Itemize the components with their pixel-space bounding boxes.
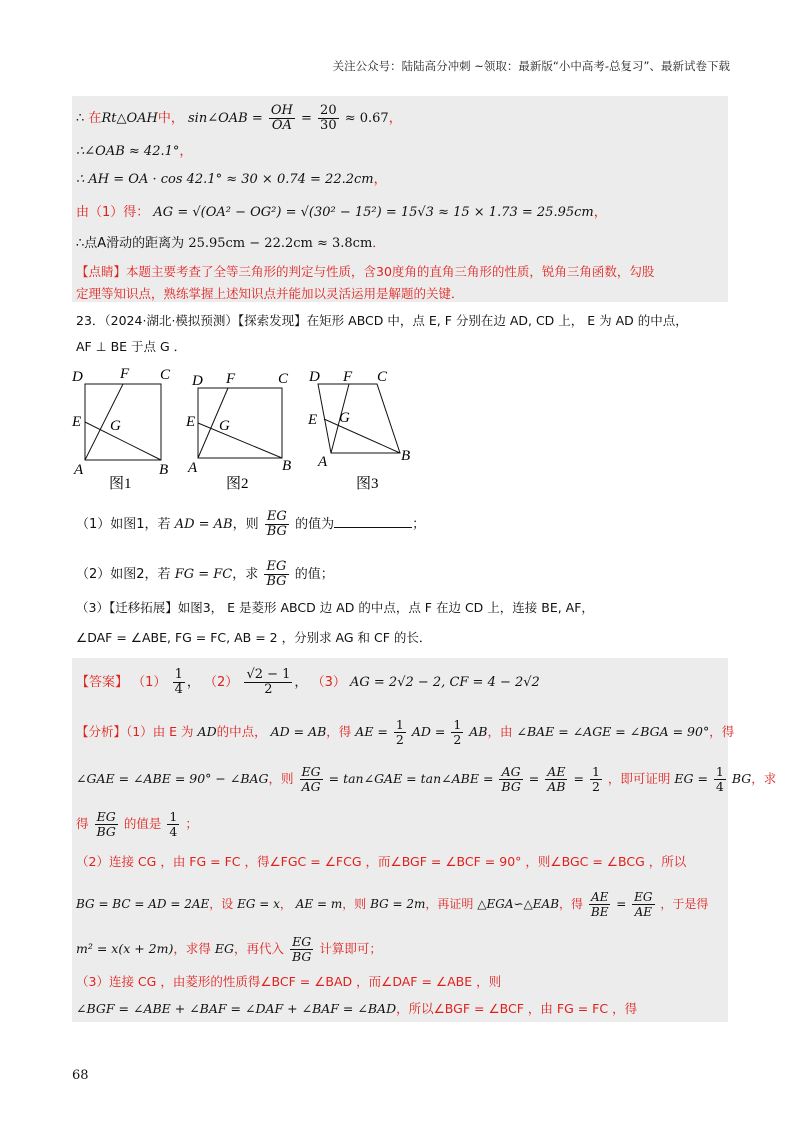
fig1-line-be	[85, 422, 161, 460]
fig1-label-G: G	[110, 418, 121, 434]
answer-blank	[334, 527, 412, 528]
fig3-caption: 图3	[356, 476, 379, 492]
figure-1	[85, 384, 161, 460]
analysis-line-3: 得 $\frac{EG}{BG}$ 的值是 $\frac{1}{4}$ ；	[76, 809, 198, 839]
fig2-label-F: F	[226, 371, 236, 387]
fig2-label-E: E	[186, 414, 196, 430]
answer-shade	[72, 658, 728, 1022]
answer-line: 【答案】 （1） $\frac{1}{4}$ ， （2） $\frac{√2 - 1}{2}$ ， （3） AG = 2√2 − 2, CF = 4 − 2√2	[76, 667, 540, 697]
geometry-figures	[0, 364, 800, 494]
fig2-label-C: C	[278, 371, 289, 387]
fig3-label-E: E	[308, 412, 318, 428]
fig2-line-be	[198, 423, 282, 458]
fig3-label-D: D	[309, 369, 320, 385]
fig2-caption: 图2	[226, 476, 249, 492]
fig3-label-A: A	[318, 454, 328, 470]
fig2-label-B: B	[282, 458, 292, 474]
remark-line-2: 定理等知识点，熟练掌握上述知识点并能加以灵活运用是解题的关键．	[76, 286, 464, 301]
analysis-line-1: 【分析】（1）由 E 为 AD的中点， AD = AB，得 AE = $\frac{1}{2}$ AD = $\frac{1}{2}$ AB，由 ∠BAE = ∠AGE = ∠BGA = 90°，得	[76, 717, 735, 747]
fig3-label-F: F	[343, 369, 353, 385]
fig1-label-D: D	[72, 369, 83, 385]
fig2-label-D: D	[192, 373, 203, 389]
figure-3	[318, 384, 400, 453]
analysis-line-5: BG = BC = AD = 2AE，设 EG = x， AE = m，则 BG = 2m，再证明 △EGA∽△EAB，得 $\frac{AE}{BE}$ = $\frac{EG}{AE}$ ，于是得	[76, 890, 709, 919]
solution-line-3: ∴ AH = OA · cos 42.1° ≈ 30 × 0.74 = 22.2cm，	[76, 172, 387, 187]
fig1-label-E: E	[72, 414, 82, 430]
question-3-line-1: （3）【迁移拓展】如图3， E 是菱形 ABCD 边 AD 的中点，点 F 在边 CD 上，连接 BE, AF，	[76, 600, 594, 615]
fig3-label-C: C	[377, 369, 388, 385]
analysis-line-7: （3）连接 CG ，由菱形的性质得∠BCF = ∠BAD ，而∠DAF = ∠ABE ，则	[76, 974, 502, 989]
solution-line-4: 由（1）得： AG = √(OA² − OG²) = √(30² − 15²) = 15√3 ≈ 15 × 1.73 = 25.95cm，	[76, 205, 607, 220]
fig3-label-G: G	[339, 410, 350, 426]
solution-line-2: ∴∠OAB ≈ 42.1°，	[76, 144, 193, 159]
problem-line-2: AF ⊥ BE 于点 G ．	[76, 339, 187, 354]
fig1-label-F: F	[120, 366, 130, 382]
question-2: （2）如图2，若 FG = FC，求 $\frac{EG}{BG}$ 的值；	[76, 559, 334, 589]
fig3-label-B: B	[401, 448, 411, 464]
fig1-label-C: C	[160, 367, 171, 383]
analysis-line-6: m² = x(x + 2m)，求得 EG，再代入 $\frac{EG}{BG}$ 计算即可；	[76, 934, 382, 964]
question-3-line-2: ∠DAF = ∠ABE, FG = FC, AB = 2 ，分别求 AG 和 CF 的长．	[76, 630, 432, 645]
analysis-line-8: ∠BGF = ∠ABE + ∠BAF = ∠DAF + ∠BAF = ∠BAD，所以∠BGF = ∠BCF ，由 FG = FC ，得	[76, 1001, 638, 1016]
fig1-label-A: A	[74, 462, 84, 478]
solution-line-1: ∴ 在Rt△OAH中， sin∠OAB = $\frac{OH}{OA}$ = $\frac{20}{30}$ ≈ 0.67，	[76, 103, 402, 133]
question-1: （1）如图1，若 AD = AB，则 $\frac{EG}{BG}$ 的值为 ；	[76, 509, 426, 539]
fig1-caption: 图1	[109, 476, 132, 492]
fig1-label-B: B	[159, 462, 169, 478]
figure-2	[198, 388, 282, 458]
analysis-line-4: （2）连接 CG ，由 FG = FC ，得∠FGC = ∠FCG ，而∠BGF = ∠BCF = 90° ，则∠BGC = ∠BCG ，所以	[76, 854, 687, 869]
fig3-rhombus	[318, 384, 400, 453]
page-number: 68	[72, 1068, 89, 1083]
fig2-label-G: G	[219, 418, 230, 434]
remark-line-1: 【点睛】本题主要考查了全等三角形的判定与性质，含30度角的直角三角形的性质，锐角三角函数，勾股	[76, 264, 655, 279]
page-header: 关注公众号：陆陆高分冲刺 ~领取：最新版“小中高考-总复习”、最新试卷下载	[332, 59, 730, 73]
problem-line-1: 23．（2024·湖北·模拟预测）【探索发现】在矩形 ABCD 中，点 E, F 分别在边 AD, CD 上， E 为 AD 的中点，	[76, 313, 688, 328]
fig2-rect	[198, 388, 282, 458]
solution-line-5: ∴点A滑动的距离为 25.95cm − 22.2cm ≈ 3.8cm．	[76, 236, 386, 251]
fig2-label-A: A	[188, 460, 198, 476]
analysis-line-2: ∠GAE = ∠ABE = 90° − ∠BAG，则 $\frac{EG}{AG}$ = tan∠GAE = tan∠ABE = $\frac{AG}{BG}$ = $\frac{AE}{AB}$ = $\frac{1}{2}$ ，即可证明 EG = $\frac{1}{4}$ BG，求	[76, 764, 777, 794]
fig1-square	[85, 384, 161, 460]
